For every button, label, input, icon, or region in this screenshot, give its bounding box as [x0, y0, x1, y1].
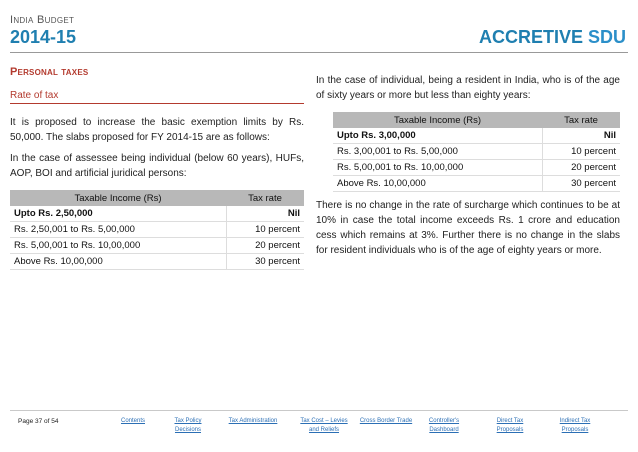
table-row: [333, 144, 620, 160]
right-tax-table: [333, 112, 620, 192]
table-row: [333, 128, 620, 144]
table-cell-income: Rs. 3,00,001 to Rs. 5,00,000: [333, 144, 542, 160]
table-cell-income: Rs. 2,50,001 to Rs. 5,00,000: [10, 222, 226, 238]
table-row: [10, 254, 304, 270]
table-header-income: Taxable Income (Rs): [10, 190, 226, 206]
footer-link-tax-administration[interactable]: [220, 417, 286, 426]
table-cell-rate: 10 percent: [542, 144, 620, 160]
page-total: 54: [51, 418, 59, 425]
footer-link-tax-policy-decisions[interactable]: [160, 417, 216, 435]
footer-link-contents[interactable]: [102, 417, 164, 426]
document-small-title: India Budget: [10, 14, 75, 26]
footer-link-line: Direct Tax: [496, 418, 524, 424]
table-cell-rate: Nil: [226, 206, 304, 222]
brand-part-2: SDU: [582, 27, 626, 47]
header-divider: [10, 52, 628, 53]
footer-link-line: Proposals: [496, 427, 524, 433]
footer-link-line: and Reliefs: [308, 427, 340, 433]
footer-link-line: Proposals: [561, 427, 589, 433]
footer-link-indirect-tax-proposals[interactable]: [546, 417, 604, 435]
table-row: [10, 238, 304, 254]
table-row: [10, 206, 304, 222]
table-cell-income: Rs. 5,00,001 to Rs. 10,00,000: [333, 160, 542, 176]
left-paragraph-2: In the case of assessee being individual (below 60 years), HUFs, AOP, BOI and artificial juridical persons:: [10, 153, 304, 179]
table-cell-income: Above Rs. 10,00,000: [333, 176, 542, 192]
footer-divider: [10, 410, 628, 411]
document-year-title: 2014-15: [10, 27, 77, 47]
footer-link-controllers-dashboard[interactable]: [412, 417, 476, 435]
section-title: Personal taxes: [10, 66, 89, 78]
table-cell-rate: 30 percent: [542, 176, 620, 192]
footer-link-tax-cost-levies-reliefs[interactable]: [288, 417, 360, 435]
table-cell-income: Above Rs. 10,00,000: [10, 254, 226, 270]
page-number: [18, 418, 59, 425]
footer-link-line: Tax Cost – Levies: [300, 418, 348, 424]
table-cell-income: Upto Rs. 3,00,000: [333, 128, 542, 144]
table-cell-rate: 20 percent: [542, 160, 620, 176]
table-cell-income: Rs. 5,00,001 to Rs. 10,00,000: [10, 238, 226, 254]
left-paragraph-1: It is proposed to increase the basic exemption limits by Rs. 50,000. The slabs proposed for FY 2014-15 are as follows:: [10, 117, 304, 143]
footer-link-line: Cross Border Trade: [359, 418, 413, 424]
brand-logo-text: [479, 27, 626, 48]
table-row: [10, 222, 304, 238]
subsection-title: Rate of tax: [10, 90, 59, 101]
table-cell-rate: 30 percent: [226, 254, 304, 270]
brand-part-1: ACCRETIVE: [478, 27, 583, 47]
table-row: [333, 176, 620, 192]
table-cell-income: Upto Rs. 2,50,000: [10, 206, 226, 222]
footer-link-direct-tax-proposals[interactable]: [482, 417, 538, 435]
footer-link-cross-border-trade[interactable]: [352, 417, 420, 426]
table-header-rate: Tax rate: [226, 190, 304, 206]
footer-link-line: Indirect Tax: [559, 418, 591, 424]
footer-link-line: Tax Administration: [228, 418, 278, 424]
right-paragraph-2: There is no change in the rate of surcharge which continues to be at 10% in case the total income exceeds Rs. 1 crore and education cess which remains at 3%. Further there is no change in the slabs for resident individuals who is of the age of eighty years or more.: [316, 200, 620, 256]
page-of: of: [42, 418, 52, 425]
table-header-rate: Tax rate: [542, 112, 620, 128]
page-prefix: Page: [18, 418, 35, 425]
left-tax-table: [10, 190, 304, 270]
footer-link-line: Contents: [120, 418, 145, 424]
footer-link-line: Tax Policy: [174, 418, 202, 424]
table-cell-rate: 20 percent: [226, 238, 304, 254]
table-cell-rate: 10 percent: [226, 222, 304, 238]
footer-link-line: Dashboard: [429, 427, 459, 433]
table-header-row: [333, 112, 620, 128]
subsection-underline: [10, 103, 304, 104]
page-current: 37: [35, 418, 43, 425]
table-cell-rate: Nil: [542, 128, 620, 144]
footer-link-line: Controller's: [428, 418, 460, 424]
table-header-row: [10, 190, 304, 206]
table-header-income: Taxable Income (Rs): [333, 112, 542, 128]
table-row: [333, 160, 620, 176]
footer-link-line: Decisions: [174, 427, 201, 433]
right-paragraph-1: In the case of individual, being a resident in India, who is of the age of sixty years or more but less than eighty years:: [316, 75, 620, 101]
